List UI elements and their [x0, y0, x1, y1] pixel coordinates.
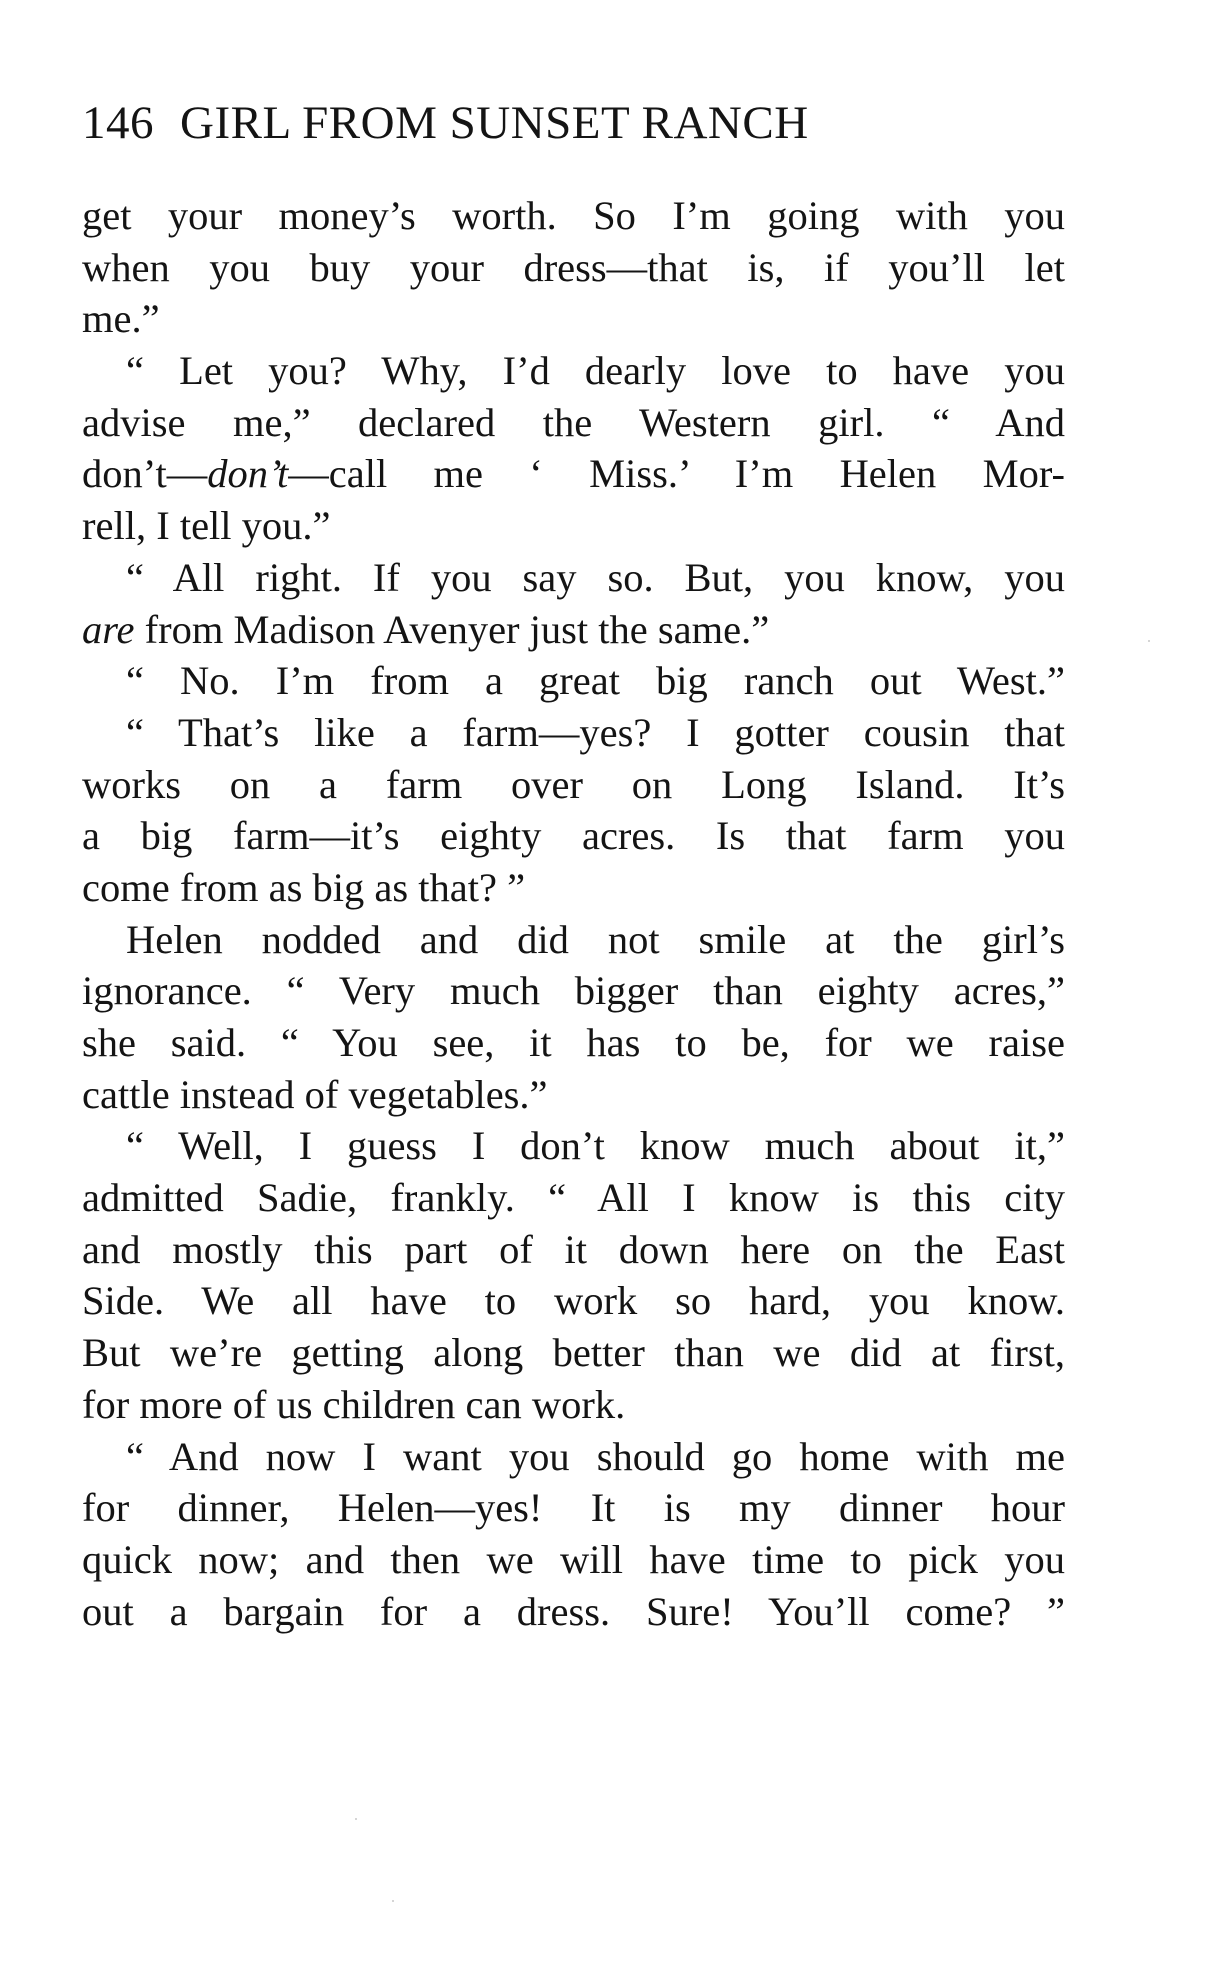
text-run: works on a farm over on Long Island. It’s: [82, 761, 1065, 807]
text-run: me.”: [82, 296, 160, 342]
text-line: [82, 1275, 1065, 1327]
text-run: she said. “ You see, it has to be, for we raise: [82, 1020, 1065, 1065]
text-line: [82, 914, 1065, 966]
text-run: for more of us children can work.: [82, 1381, 626, 1427]
text-line: [82, 1069, 1065, 1121]
paper-speck: [1148, 640, 1150, 642]
text-run: “ All right. If you say so. But, you know, you: [126, 554, 1065, 600]
text-line: [82, 707, 1065, 759]
text-run: and mostly this part of it down here on the East: [82, 1226, 1065, 1272]
text-line: [82, 242, 1065, 294]
text-line: [82, 604, 1065, 656]
text-line: [82, 655, 1065, 707]
emphasis-text: are: [82, 606, 135, 652]
text-run: advise me,” declared the Western girl. “ And: [82, 399, 1065, 445]
text-run: rell, I tell you.”: [82, 503, 331, 549]
text-run: don’t—: [82, 451, 208, 497]
text-line: [82, 810, 1065, 862]
text-line: [82, 1431, 1065, 1483]
text-run: cattle instead of vegetables.”: [82, 1071, 548, 1117]
text-line: [82, 190, 1065, 242]
body-text: [82, 190, 1065, 1637]
text-line: [82, 1017, 1065, 1069]
text-run: —call me ‘ Miss.’ I’m Helen Mor-: [288, 451, 1065, 497]
text-run: “ Let you? Why, I’d dearly love to have you: [126, 348, 1065, 394]
text-line: [82, 1482, 1065, 1534]
text-line: [82, 965, 1065, 1017]
text-line: [82, 1534, 1065, 1586]
text-run: admitted Sadie, frankly. “ All I know is this city: [82, 1175, 1065, 1221]
running-header: [82, 88, 809, 158]
text-run: Helen nodded and did not smile at the girl’s: [126, 916, 1065, 962]
text-run: a big farm—it’s eighty acres. Is that farm you: [82, 813, 1065, 859]
text-line: [82, 1379, 1065, 1431]
text-line: [82, 1224, 1065, 1276]
paper-speck: [392, 1900, 394, 1902]
text-line: [82, 1172, 1065, 1224]
text-run: when you buy your dress—that is, if you’ll let: [82, 244, 1065, 290]
text-line: [82, 552, 1065, 604]
text-run: come from as big as that? ”: [82, 864, 526, 910]
text-run: “ No. I’m from a great big ranch out West.”: [126, 658, 1065, 704]
text-line: [82, 397, 1065, 449]
text-run: But we’re getting along better than we did at first,: [82, 1330, 1065, 1376]
text-line: [82, 448, 1065, 500]
text-run: “ Well, I guess I don’t know much about it,”: [126, 1123, 1065, 1169]
text-run: for dinner, Helen—yes! It is my dinner hour: [82, 1485, 1065, 1531]
text-line: [82, 293, 1065, 345]
text-run: Side. We all have to work so hard, you know.: [82, 1278, 1065, 1324]
emphasis-text: don’t: [207, 451, 289, 497]
text-run: from Madison Avenyer just the same.”: [134, 606, 770, 652]
text-line: [82, 1327, 1065, 1379]
running-title: GIRL FROM SUNSET RANCH: [180, 97, 809, 149]
text-line: [82, 1586, 1065, 1638]
paper-speck: [355, 1818, 357, 1820]
page-number: 146: [82, 97, 154, 149]
text-line: [82, 1120, 1065, 1172]
text-run: get your money’s worth. So I’m going with you: [82, 193, 1065, 238]
text-run: ignorance. “ Very much bigger than eighty acres,”: [82, 968, 1065, 1014]
text-run: “ That’s like a farm—yes? I gotter cousin that: [126, 709, 1065, 755]
text-line: [82, 345, 1065, 397]
text-run: “ And now I want you should go home with me: [126, 1433, 1065, 1479]
text-line: [82, 759, 1065, 811]
text-line: [82, 500, 1065, 552]
text-line: [82, 862, 1065, 914]
text-run: out a bargain for a dress. Sure! You’ll come? ”: [82, 1588, 1065, 1634]
text-run: quick now; and then we will have time to pick you: [82, 1536, 1065, 1582]
